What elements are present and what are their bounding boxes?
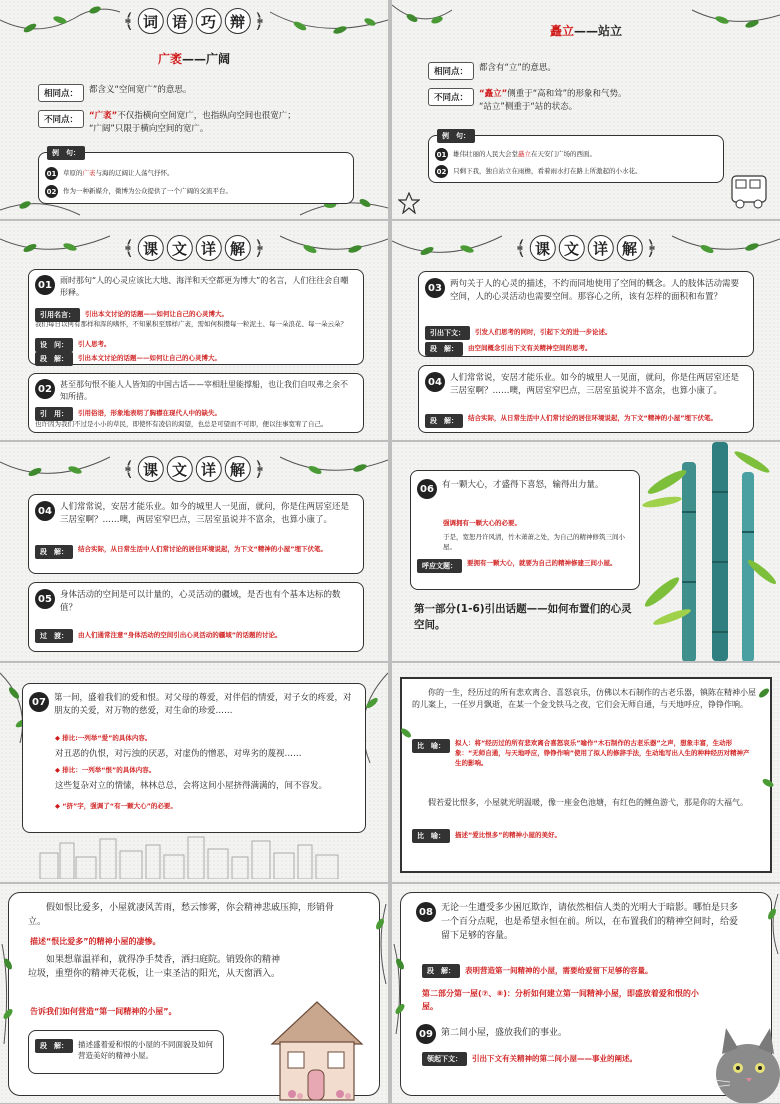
title-char: 详 xyxy=(196,235,222,261)
ex-red: 矗立 xyxy=(518,149,531,158)
annotation-label: 段 解： xyxy=(35,352,73,366)
same-point-row xyxy=(38,84,191,102)
annotation-echo-title xyxy=(417,559,627,573)
same-point-row xyxy=(428,62,556,80)
cat-illustration xyxy=(700,1014,780,1103)
ex-post: 与海的辽阔让人荡气抒怀。 xyxy=(95,168,174,177)
paragraph-number: 09 xyxy=(416,1024,436,1044)
annotation-lead xyxy=(422,1052,637,1066)
title-char: 辩 xyxy=(225,8,251,34)
paragraph-02 xyxy=(35,379,350,404)
annotation-label: 引出下文： xyxy=(425,326,470,340)
annotation-analysis xyxy=(35,1039,218,1062)
paragraph-box-03 xyxy=(418,271,754,357)
diff-point-label: 不同点： xyxy=(428,88,474,106)
paragraph-text: 两句关于人的心灵的描述，不约而同地使用了空间的概念。人的肢体活动需要空间，人的心灵活动也需要空间。那容心之所，该有怎样的面积和布置？ xyxy=(450,279,740,303)
paragraph-text: 这些复杂对立的情愫，林林总总，会将这间小屋挤得满满的，间不容发。 xyxy=(55,781,328,791)
banner-wing-left: ﴾ xyxy=(122,9,135,33)
example-1 xyxy=(435,148,596,161)
example-label: 例 句： xyxy=(437,129,475,143)
word-rest: ——广阔 xyxy=(182,52,231,66)
title-char: 语 xyxy=(167,8,193,34)
annotation-text: 引发人们思考的同时，引起下文的进一步论述。 xyxy=(475,328,612,337)
annotation-label: 引 用： xyxy=(35,407,73,421)
car-icon xyxy=(728,170,774,210)
slide-word-distinction-2 xyxy=(392,0,780,219)
word-pair-title xyxy=(0,50,388,67)
paragraph-number: 04 xyxy=(425,372,445,392)
same-point-text: 都含有“立”的意思。 xyxy=(479,63,556,73)
paragraph-number: 02 xyxy=(35,379,55,399)
annotation-text: 引人思考。 xyxy=(78,340,111,349)
example-1 xyxy=(45,167,174,180)
rhetoric-note: ◆ 排比：一列举“恨”的具体内容。 xyxy=(55,766,156,774)
paragraph-text: 假如恨比爱多，小屋就凄风苦雨，愁云惨雾，你会精神悲戚压抑，形销骨立。 xyxy=(28,903,335,927)
banner-wing-left: ﴾ xyxy=(514,236,527,260)
paragraph-text: 如果想靠温祥和，就得净手焚香，洒扫庭院。销毁你的精神垃圾，重塑你的精神天花板，让一束圣洁的阳光，从天窗洒入。 xyxy=(28,955,281,979)
title-char: 词 xyxy=(138,8,164,34)
paragraph-05 xyxy=(35,589,350,615)
paragraph-text: 第二间小屋，盛放我们的事业。 xyxy=(441,1028,568,1039)
annotation-text: 描述“爱比恨多”的精神小屋的美好。 xyxy=(455,831,562,840)
word-highlight: 广袤 xyxy=(157,52,182,66)
annotation-label: 比 喻： xyxy=(412,739,450,753)
emphasis-note: 描述“恨比爱多”的精神小屋的凄惨。 xyxy=(30,937,161,946)
example-text xyxy=(63,169,174,179)
paragraph-number: 05 xyxy=(35,589,55,609)
annotation-text: 由人们通常注意“身体活动的空间引出心灵活动的疆域”的话题的讨论。 xyxy=(78,631,282,640)
example-box xyxy=(428,132,724,183)
paragraph-text: 身体活动的空间是可以计量的，心灵活动的疆域，是否也有个基本达标的数值？ xyxy=(60,590,341,614)
same-point-label: 相同点： xyxy=(38,84,84,102)
annotation-box xyxy=(28,1030,224,1074)
diff-red: “广袤” xyxy=(89,111,118,121)
slide-text-explanation-3 xyxy=(0,442,388,661)
annotation-lead xyxy=(425,326,612,340)
annotation-citation xyxy=(35,407,221,421)
paragraph-box-01 xyxy=(28,269,364,365)
title-char: 解 xyxy=(225,456,251,482)
annotation-metaphor xyxy=(412,829,561,843)
slide-text-explanation-1 xyxy=(0,221,388,440)
annotation-analysis xyxy=(35,352,221,366)
example-text: 只剩下我，独自站立在雨檐，看着雨水打在路上所激起的小水花。 xyxy=(453,166,642,175)
section-summary: 第二部分第一屋(⑦、⑧)：分析如何建立第一间精神小屋，即盛放着爱和恨的小屋。 xyxy=(422,989,699,1011)
paragraph-number: 08 xyxy=(416,902,436,922)
title-banner xyxy=(123,8,265,34)
paragraph-text: 假若爱比恨多，小屋就光明温暖，像一座金色池塘，有红色的鲤鱼游弋，那是你的大福气。 xyxy=(428,798,748,807)
paragraph-number: 07 xyxy=(29,692,49,712)
paragraph-number: 06 xyxy=(417,479,437,499)
banner-wing-left: ﴾ xyxy=(122,236,135,260)
paragraph-text: 人们常常说，安居才能乐业。如今的城里人一见面，就问，你是住两居室还是三居室啊？……噢，两居室窄巴点，三居室虽说并不富余，也算小康了。 xyxy=(450,373,740,397)
rhetoric-note: ◆ 排比:一列举“爱”的具体内容。 xyxy=(55,734,152,742)
title-char: 文 xyxy=(167,456,193,482)
annotation-label: 引用名言： xyxy=(35,308,80,322)
annotation-text: 引出本文讨论的话题——如何让自己的心灵博大。 xyxy=(85,310,228,319)
annotation-text: 表明营造第一间精神的小屋，需要给爱留下足够的容量。 xyxy=(465,966,653,976)
paragraph-04 xyxy=(425,372,740,398)
title-char: 文 xyxy=(167,235,193,261)
example-text xyxy=(453,150,596,160)
annotation-label: 段 解： xyxy=(35,1039,73,1053)
title-char: 详 xyxy=(196,456,222,482)
annotation-label: 段 解： xyxy=(425,342,463,356)
city-skyline-illustration xyxy=(30,833,360,879)
title-banner xyxy=(515,235,657,261)
example-number: 02 xyxy=(45,185,58,198)
paragraph-03 xyxy=(425,278,740,304)
paragraph-text: 第一间，盛着我们的爱和恨。对父母的尊爱，对伴侣的情爱，对子女的疼爱，对朋友的关爱，对万物的慈爱，对生命的珍爱…… xyxy=(54,693,352,717)
paragraph-07 xyxy=(29,692,354,718)
slide-paragraph-6 xyxy=(392,442,780,661)
paragraph-box-02 xyxy=(28,373,364,433)
annotation-analysis xyxy=(422,964,653,978)
paragraph-06 xyxy=(417,479,632,499)
paragraph-note: 我们每日以何有那样和浑的嗜怀，不知累积至那样广袤，需如何积攒每一粒泥土、每一朵浪花、每一朵云朵？ xyxy=(35,320,347,328)
annotation-label: 比 喻： xyxy=(412,829,450,843)
title-char: 详 xyxy=(588,235,614,261)
slide-paragraph-7 xyxy=(0,663,388,882)
title-char: 巧 xyxy=(196,8,222,34)
annotation-label: 段 解： xyxy=(425,414,463,428)
paragraph-number: 04 xyxy=(35,501,55,521)
annotation-analysis xyxy=(425,414,728,428)
example-2 xyxy=(435,165,642,178)
paragraph-text: 对丑恶的仇恨，对污浊的厌恶，对虚伪的憎恶，对卑劣的蔑视…… xyxy=(55,749,302,759)
title-char: 文 xyxy=(559,235,585,261)
banner-wing-right: ﴿ xyxy=(253,9,266,33)
diff-text-1: 不仅指横向空间宽广，也指纵向空间也很宽广； xyxy=(117,111,296,121)
paragraph-09 xyxy=(416,1024,567,1044)
annotation-label: 段 解： xyxy=(35,545,73,559)
example-label: 例 句： xyxy=(47,146,85,160)
annotation-text: 引用俗语，形象地表明了胸襟在现代人中的缺失。 xyxy=(78,409,221,418)
ex-red: 广袤 xyxy=(82,168,96,177)
paragraph-text: 无论一生遭受多少困厄欺诈，请依然相信人类的光明大于暗影。哪怕是只多一个百分点呢，也是希望永恒在前。所以，在布置我们的精神空间时，给爱留下足够的容量。 xyxy=(441,903,739,941)
ex-post: 在天安门广场的西面。 xyxy=(531,149,596,158)
annotation-text: 描述盛着爱和恨的小屋的不同面貌及如何营造美好的精神小屋。 xyxy=(78,1040,213,1061)
same-point-text: 都含义“空间宽广”的意思。 xyxy=(89,85,192,95)
diff-text-1: 侧重于“高和耸”的形象和气势。 xyxy=(507,89,627,99)
paragraph-number: 03 xyxy=(425,278,445,298)
annotation-text: 由空间概念引出下文有关精神空间的思考。 xyxy=(468,344,592,353)
title-char: 课 xyxy=(138,235,164,261)
banner-wing-right: ﴿ xyxy=(253,457,266,481)
annotation-label: 设 问： xyxy=(35,338,73,352)
annotation-transition xyxy=(35,629,282,643)
paragraph-text: 有一颗大心，才盛得下喜怒，输得出力量。 xyxy=(442,480,604,490)
bamboo-illustration xyxy=(642,442,780,661)
word-pair-title xyxy=(392,22,780,39)
annotation-rhetorical xyxy=(35,338,111,352)
annotation-metaphor xyxy=(412,739,762,768)
example-2 xyxy=(45,185,232,198)
diff-text-2: “站立”侧重于“站的状态。 xyxy=(479,102,578,113)
title-banner xyxy=(123,456,265,482)
title-char: 课 xyxy=(530,235,556,261)
paragraph-note: 也许因为我们不过是小小的草民，即使怀有凌信的渴望，也总是可望而不可即，便以往事宽宥了自己。 xyxy=(35,420,328,428)
example-number: 02 xyxy=(435,165,448,178)
title-char: 解 xyxy=(617,235,643,261)
emphasis-note: 强调拥有一颗大心的必要。 xyxy=(443,519,521,527)
paragraph-text: 你的一生，经历过的所有悲欢离合、喜怒哀乐，仿佛以木石制作的古老乐器，镇陈在精神小屋的儿案上，一任岁月飘逝，在某一个金戈铁马之夜，它们会无师自通，与天地呼应，铮铮作响。 xyxy=(412,688,756,710)
ex-pre: 雄伟壮丽的人民大会堂 xyxy=(453,149,518,158)
diff-point-text xyxy=(89,110,359,136)
paragraph-08 xyxy=(416,902,741,944)
banner-wing-right: ﴿ xyxy=(253,236,266,260)
paragraph-number: 01 xyxy=(35,275,55,295)
word-rest: ——站立 xyxy=(574,24,623,38)
annotation-analysis xyxy=(35,545,338,559)
section-summary: 第一部分(1-6)引出话题——如何布置们的心灵空间。 xyxy=(414,603,632,631)
paragraph-04 xyxy=(35,501,350,527)
title-banner xyxy=(123,235,265,261)
paragraph-box-05 xyxy=(28,582,364,652)
house-illustration xyxy=(262,994,372,1102)
paragraph-box-06 xyxy=(410,470,640,590)
diff-red: “矗立” xyxy=(479,89,508,99)
title-char: 解 xyxy=(225,235,251,261)
diff-point-row xyxy=(38,110,359,136)
banner-wing-right: ﴿ xyxy=(645,236,658,260)
diff-point-row xyxy=(428,88,719,114)
annotation-text: 拟人：将“经历过的所有悲欢离合喜怒哀乐”喻作“木石制作的古老乐器”之声，想象丰富，生动形象：“无师自通，与天地呼应，铮铮作响”使用了拟人的修辞手法，生动地写出人生的种种经历对精神产生的影响。 xyxy=(455,739,750,767)
rhetoric-note: ◆ “挤”字，强调了“有一颗大心”的必要。 xyxy=(55,802,177,810)
annotation-text: 引出本文讨论的话题——如何让自己的心灵博大。 xyxy=(78,354,221,363)
paragraph-text: 雨时那句“人的心灵应该比大地、海洋和天空都更为博大”的名言，人们往往会自嘲形释。 xyxy=(60,276,349,298)
same-point-label: 相同点： xyxy=(428,62,474,80)
diff-point-label: 不同点： xyxy=(38,110,84,128)
star-icon xyxy=(398,192,420,214)
annotation-analysis xyxy=(425,342,592,356)
paragraph-box-04 xyxy=(418,365,754,433)
paragraph-box-07 xyxy=(22,683,366,833)
paragraph-note: 于是，宽恕丹许风清，竹木萧萧之处，为自己的精神修筑三间小屋。 xyxy=(443,533,625,551)
annotation-label: 呼应文题： xyxy=(417,559,462,573)
diff-point-text xyxy=(479,88,719,114)
emphasis-note: 告诉我们如何营造“第一间精神的小屋”。 xyxy=(30,1007,177,1016)
annotation-label: 领起下文： xyxy=(422,1052,467,1066)
example-number: 01 xyxy=(45,167,58,180)
slide-text-explanation-2 xyxy=(392,221,780,440)
banner-wing-left: ﴾ xyxy=(122,457,135,481)
paragraph-01 xyxy=(35,275,350,300)
slide-word-distinction-1 xyxy=(0,0,388,219)
diff-text-2: “广阔”只限于横向空间的宽广。 xyxy=(89,124,209,135)
example-number: 01 xyxy=(435,148,448,161)
slide-paragraph-8-9 xyxy=(392,884,780,1103)
paragraph-text: 甚至那句恨不能人人皆知的中国古话——宰相肚里能撑船，也让我们自叹弗之余不知所措。 xyxy=(60,380,348,402)
example-box xyxy=(38,149,354,204)
annotation-text: 引出下文有关精神的第二间小屋——事业的阐述。 xyxy=(472,1054,637,1064)
paragraph-text: 人们常常说，安居才能乐业。如今的城里人一见面，就问，你是住两居室还是三居室啊？……噢，两居室窄巴点，三居室虽说并不富余，也算小康了。 xyxy=(60,502,350,526)
title-char: 课 xyxy=(138,456,164,482)
word-highlight: 矗立 xyxy=(549,24,574,38)
content-frame xyxy=(400,677,772,873)
annotation-text: 要拥有一颗大心，就要为自己的精神修建三间小屋。 xyxy=(467,559,617,567)
slide-paragraph-7-continued xyxy=(392,663,780,882)
annotation-text: 结合实际，从日常生活中人们常讨论的居住环境说起，为下文“精神的小屋”埋下伏笔。 xyxy=(78,545,328,553)
paragraph-box-04 xyxy=(28,494,364,574)
example-text: 作为一种新媒介，微博为公众提供了一个广阔的交流平台。 xyxy=(63,186,232,195)
ex-pre: 草原的 xyxy=(63,168,83,177)
annotation-label: 过 渡： xyxy=(35,629,73,643)
annotation-text: 结合实际，从日常生活中人们常讨论的居住环境说起，为下文“精神的小屋”埋下伏笔。 xyxy=(468,414,718,422)
annotation-label: 段 解： xyxy=(422,964,460,978)
slide-paragraph-7-hate xyxy=(0,884,388,1103)
